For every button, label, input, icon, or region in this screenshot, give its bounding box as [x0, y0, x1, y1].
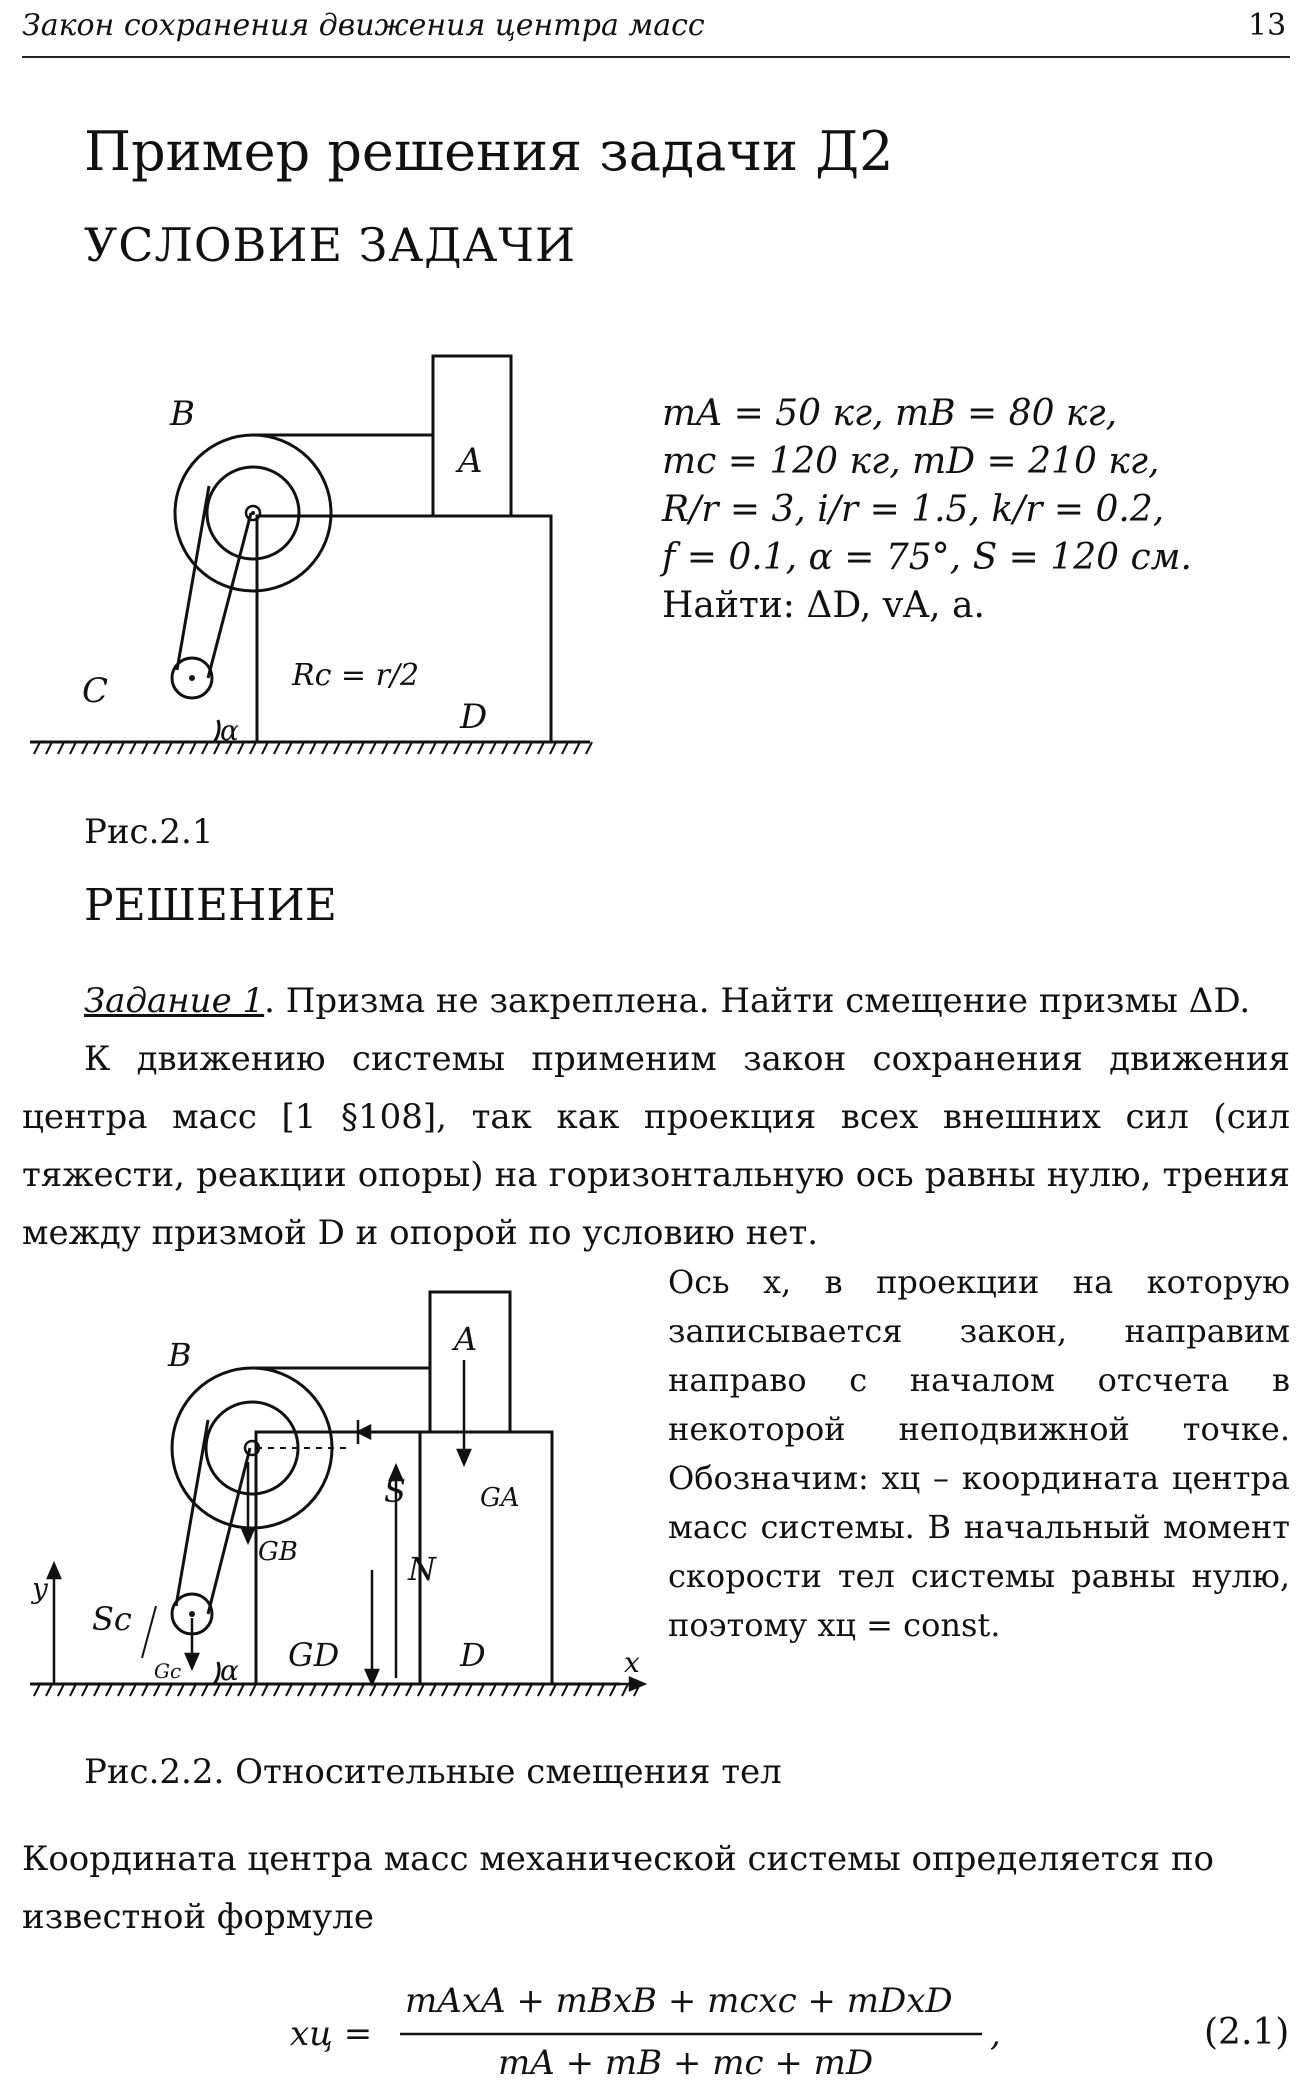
label-b: B: [170, 394, 195, 434]
label-alpha: α: [220, 714, 239, 747]
solution-heading: РЕШЕНИЕ: [84, 880, 337, 931]
given-line-3: R/r = 3, i/r = 1.5, k/r = 0.2,: [662, 489, 1165, 530]
given-find: Найти: ΔD, vA, a.: [662, 585, 985, 626]
rope-left: [177, 486, 209, 670]
given-line-2: mc = 120 кг, mD = 210 кг,: [662, 441, 1160, 482]
figure-2-2: [20, 1280, 660, 1720]
prism-d: [257, 516, 551, 742]
ground-hatching: [34, 1684, 640, 1696]
header-rule: [22, 56, 1290, 58]
task-1-text: . Призма не закреплена. Найти смещение призмы ΔD.: [264, 981, 1251, 1021]
label-ga: GA: [480, 1483, 520, 1513]
label-sc: Sc: [92, 1600, 132, 1638]
angle-arc: [214, 720, 219, 742]
paragraph-1: К движению системы применим закон сохранения движения центра масс [1 §108], так как проекция всех внешних сил (сил тяжести, реакции опоры) на горизонтальную ось равны нулю, трения между призмой D и опорой по условию нет.: [22, 1039, 1290, 1253]
given-line-4: f = 0.1, α = 75°, S = 120 см.: [662, 537, 1192, 578]
label-rc: Rc = r/2: [292, 658, 420, 693]
label-gc: Gc: [154, 1659, 182, 1683]
displacement-sc-line: [142, 1606, 156, 1658]
formula-2-1: [290, 1982, 1050, 2082]
block-a: [430, 1292, 510, 1432]
task-1-label: Задание 1: [84, 981, 265, 1021]
label-alpha: α: [220, 1654, 239, 1687]
label-gd: GD: [288, 1636, 340, 1674]
angle-arc: [214, 1662, 219, 1684]
block-a: [433, 356, 511, 516]
figure-2-1: [20, 340, 600, 780]
label-gb: GB: [258, 1537, 298, 1567]
formula-numerator: mAxA + mBxB + mcxc + mDxD: [405, 1982, 953, 2021]
label-n: N: [408, 1550, 436, 1588]
label-a: A: [458, 441, 483, 481]
figure-2-caption: Рис.2.2. Относительные смещения тел: [84, 1752, 782, 1792]
label-a: A: [454, 1320, 478, 1358]
label-d: D: [460, 697, 488, 737]
formula-lhs: xц =: [290, 2014, 373, 2054]
figure-1-caption: Рис.2.1: [84, 812, 214, 852]
ground-hatching: [34, 742, 592, 754]
given-data: [662, 390, 1192, 630]
given-line-1: mA = 50 кг, mB = 80 кг,: [662, 393, 1118, 434]
formula-denominator: mA + mB + mc + mD: [498, 2043, 874, 2082]
label-y: y: [32, 1572, 48, 1605]
label-c: C: [82, 671, 109, 711]
equation-number: (2.1): [1204, 2012, 1290, 2053]
label-s: S: [384, 1472, 406, 1510]
running-header: Закон сохранения движения центра масс: [22, 8, 705, 43]
label-x: x: [624, 1646, 640, 1679]
label-d: D: [460, 1636, 486, 1674]
example-title: Пример решения задачи Д2: [84, 120, 894, 183]
label-b: B: [168, 1336, 192, 1374]
formula-comma: ,: [990, 2014, 1001, 2054]
paragraph-3: Координата центра масс механической системы определяется по известной формуле: [22, 1839, 1214, 1937]
paragraph-2: Ось x, в проекции на которую записывается закон, направим направо с началом отсчета в некоторой неподвижной точке. Обозначим: xц – координата центра масс системы. В начальный момент скорости тел системы равны нулю, поэтому xц = const.: [668, 1263, 1290, 1644]
condition-heading: УСЛОВИЕ ЗАДАЧИ: [84, 218, 577, 272]
task-1: [84, 972, 1289, 1030]
page-number: 13: [1248, 8, 1287, 43]
